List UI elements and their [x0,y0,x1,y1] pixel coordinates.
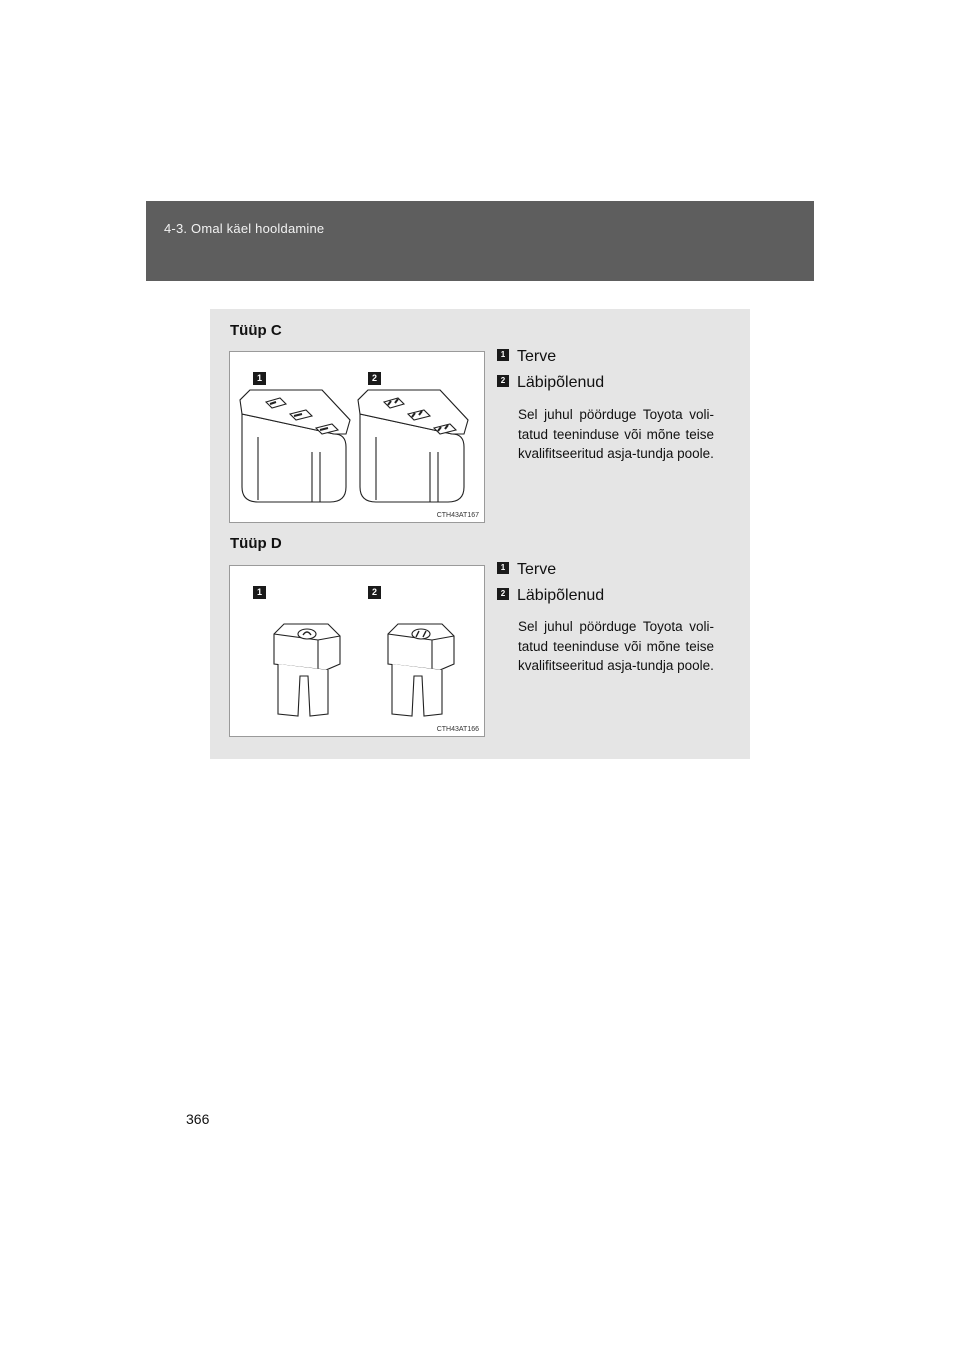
type-c-item-2 [497,373,604,393]
figure-marker-2: 2 [368,586,381,599]
number-badge-1: 1 [497,349,509,361]
type-c-note: Sel juhul pöörduge Toyota voli-tatud teeninduse või mõne teise kvalifitseeritud asja-tundja poole. [518,407,714,461]
figure-code: CTH43AT167 [436,512,479,519]
item-label: Terve [517,561,557,578]
type-c-figure [229,351,485,523]
number-badge-1: 1 [497,562,509,574]
type-c-title: Tüüp C [230,322,282,339]
fuse-illustration [230,566,486,738]
type-d-title: Tüüp D [230,535,282,552]
page-number: 366 [186,1111,210,1127]
type-d-item-1 [497,560,556,580]
type-d-item-2 [497,586,604,606]
section-header [146,201,814,281]
item-label: Terve [517,348,557,365]
type-d-note: Sel juhul pöörduge Toyota voli-tatud teeninduse või mõne teise kvalifitseeritud asja-tundja poole. [518,619,714,673]
figure-code: CTH43AT166 [436,726,479,733]
item-label: Läbipõlenud [517,587,605,604]
number-badge-2: 2 [497,588,509,600]
section-title: 4-3. Omal käel hooldamine [164,221,325,236]
type-c-item-1 [497,347,556,367]
number-badge-2: 2 [497,375,509,387]
figure-marker-1: 1 [253,372,266,385]
figure-marker-2: 2 [368,372,381,385]
figure-marker-1: 1 [253,586,266,599]
cartridge-fuse-illustration [230,352,486,524]
item-label: Läbipõlenud [517,374,605,391]
type-d-figure [229,565,485,737]
